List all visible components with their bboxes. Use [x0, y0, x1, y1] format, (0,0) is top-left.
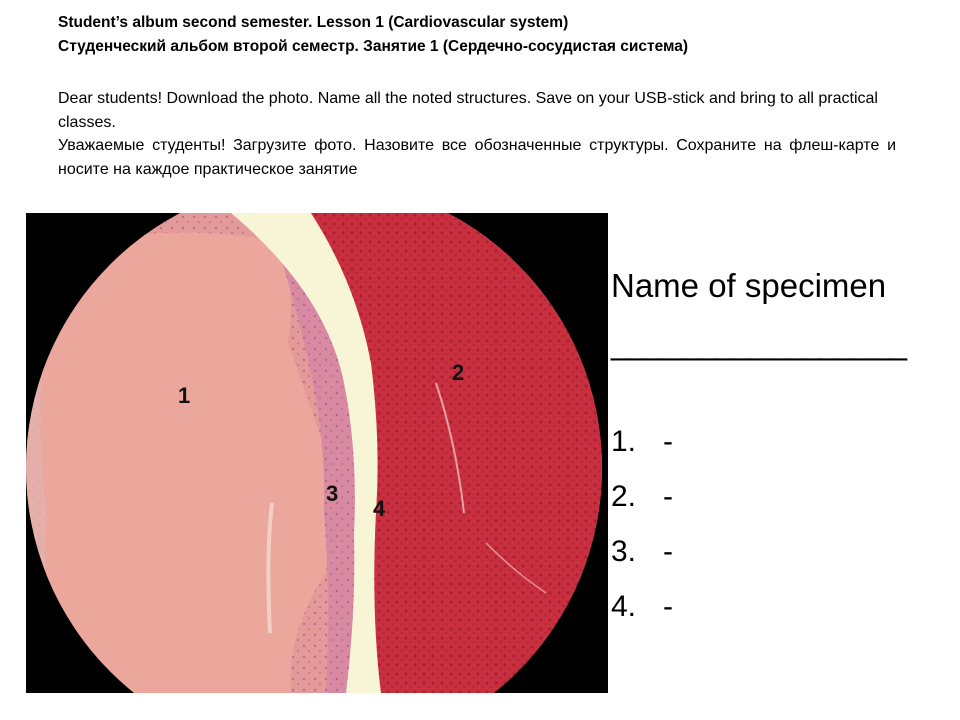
- micrograph-image: [26, 213, 608, 693]
- marker-3: 3: [326, 481, 339, 506]
- answer-item: [611, 425, 673, 480]
- micrograph-drawing: [26, 213, 608, 693]
- title-english: Student’s album second semester. Lesson 1 (Cardiovascular system): [58, 14, 569, 31]
- marker-4: 4: [373, 496, 386, 521]
- answer-item: [611, 480, 673, 535]
- specimen-name-label: Name of specimen: [611, 267, 887, 304]
- marker-2: 2: [452, 360, 465, 385]
- thrombus-mass: [41, 232, 329, 693]
- structure-answer-list: [611, 425, 673, 645]
- slide-title: [58, 11, 688, 59]
- answer-number: 4.: [611, 590, 637, 623]
- answer-text: -: [663, 480, 673, 513]
- instructions: [58, 87, 896, 181]
- answer-number: 3.: [611, 535, 637, 568]
- title-russian: Студенческий альбом второй семестр. Занятие 1 (Сердечно-сосудистая система): [58, 38, 689, 55]
- instructions-russian: Уважаемые студенты! Загрузите фото. Назовите все обозначенные структуры. Сохраните на флеш-карте и носите на каждое практическое занятие: [58, 137, 896, 178]
- answer-number: 1.: [611, 425, 637, 458]
- answer-item: [611, 535, 673, 590]
- marker-1: 1: [178, 383, 191, 408]
- answer-text: -: [663, 590, 673, 623]
- specimen-name-blank: _________________: [611, 324, 907, 361]
- answer-text: -: [663, 535, 673, 568]
- answer-item: [611, 590, 673, 645]
- instructions-english: Dear students! Download the photo. Name all the noted structures. Save on your USB-stick and bring to all practical classes.: [58, 90, 878, 131]
- answer-text: -: [663, 425, 673, 458]
- answer-number: 2.: [611, 480, 637, 513]
